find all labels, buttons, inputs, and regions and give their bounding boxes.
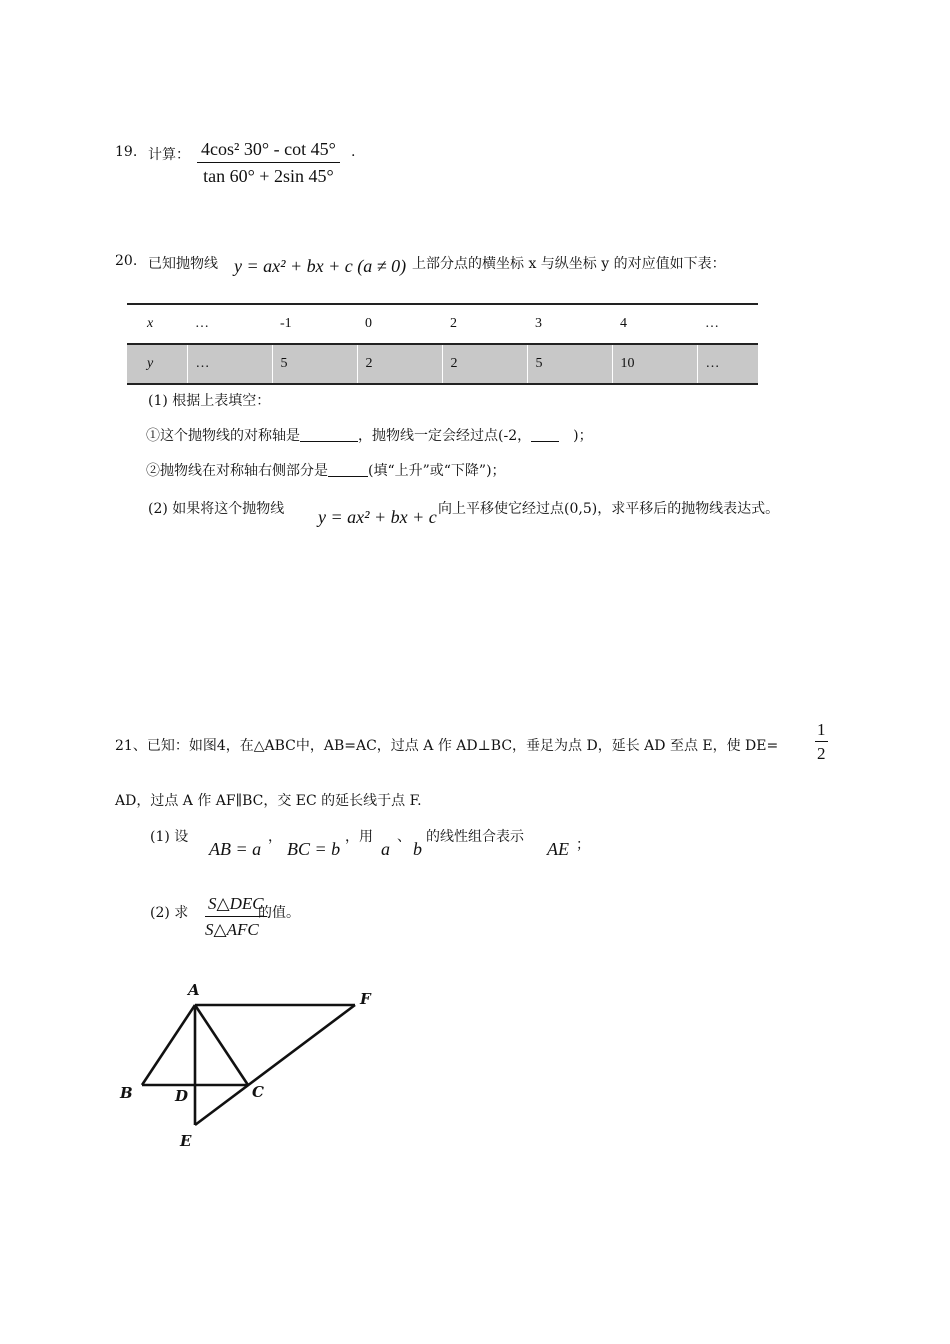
q20-intro: 已知抛物线 [148,256,218,272]
table-row-y [127,344,758,384]
q21-p2-a: (2) 求 [150,905,189,921]
q20-part2-equation: y = ax² + bx + c [318,507,437,527]
q21-half-den: 2 [817,744,826,763]
answer-blank-point[interactable] [531,427,559,442]
q21-vec-bc: BC = b [287,839,341,859]
q19-end: . [351,144,356,160]
q20-part1-line1 [146,425,593,445]
table-cell: 2 [442,344,527,384]
q21-end: ； [576,837,590,853]
label-c: C [252,1083,264,1101]
table-cell: … [697,304,758,344]
table-cell: y [127,344,187,384]
q20-part1-line2 [146,460,506,480]
q21-area-num: S△DEC [205,894,267,917]
table-cell: 2 [357,344,442,384]
table-cell: 4 [612,304,697,344]
value-table [127,303,758,385]
table-cell: 5 [272,344,357,384]
q21-p2-b: 的值。 [258,905,300,921]
label-b: B [120,1084,133,1102]
q21-p1-a: (1) 设 [150,829,189,845]
q21-use: ，用 [345,829,373,845]
label-e: E [180,1132,192,1150]
table-cell: 5 [527,344,612,384]
table-row-x [127,304,758,344]
q21-vec-ae: AE [547,839,569,859]
table-cell: 10 [612,344,697,384]
q20-equation: y = ax² + bx + c (a ≠ 0) [234,256,407,276]
table-cell: x [127,304,187,344]
q21-vec-b: b [413,839,422,859]
segment-ac [195,1005,248,1085]
q21-half-fraction [815,720,828,764]
q21-rest: 的线性组合表示 [426,829,524,845]
q20-part2-a: (2) 如果将这个抛物线 [148,501,285,517]
table-cell: -1 [272,304,357,344]
label-f: F [360,990,371,1008]
table-cell: 0 [357,304,442,344]
q20-p1-c: )； [573,428,593,444]
segment-ab [142,1005,195,1085]
q19-numerator: 4cos² 30° - cot 45° [197,139,340,163]
q20-part2-b: 向上平移使它经过点(0,5)，求平移后的抛物线表达式。 [438,501,780,517]
q19-label: 计算： [148,147,190,163]
table-cell: … [187,304,272,344]
q21-half-num: 1 [815,720,828,742]
q21-comma: ， [268,829,282,845]
answer-blank-trend[interactable] [328,462,368,477]
table-cell: … [187,344,272,384]
q20-p1-a: ①这个抛物线的对称轴是 [146,428,300,444]
geometry-figure [110,975,390,1155]
table-cell: 3 [527,304,612,344]
q20-number: 20. [115,253,138,269]
q21-line2: AD，过点 A 作 AF∥BC，交 EC 的延长线于点 F. [115,793,422,809]
q21-vec-a: a [381,839,390,859]
q20-after: 上部分点的横坐标 x 与纵坐标 y 的对应值如下表： [412,256,726,272]
table-cell: … [697,344,758,384]
q21-sep: 、 [397,829,411,845]
q19-fraction [197,139,340,187]
q20-p1-b: ，抛物线一定会经过点(-2， [358,428,532,444]
q20-p2-a: ②抛物线在对称轴右侧部分是 [146,463,328,479]
q21-line1: 21、已知：如图4，在△ABC中，AB=AC，过点 A 作 AD⊥BC，垂足为点 D，延长 AD 至点 E，使 DE= [115,738,779,754]
q19-denominator: tan 60° + 2sin 45° [203,166,334,186]
q20-part1-label: (1) 根据上表填空： [148,393,271,409]
q21-area-den: S△AFC [205,920,259,939]
q19-number: 19. [115,144,138,160]
label-d: D [175,1087,189,1105]
q21-vec-ab: AB = a [209,839,262,859]
label-a: A [188,981,200,999]
table-cell: 2 [442,304,527,344]
q20-p2-b: (填“上升”或“下降”)； [368,463,506,479]
answer-blank-axis[interactable] [300,427,358,442]
segment-ef [195,1005,355,1125]
